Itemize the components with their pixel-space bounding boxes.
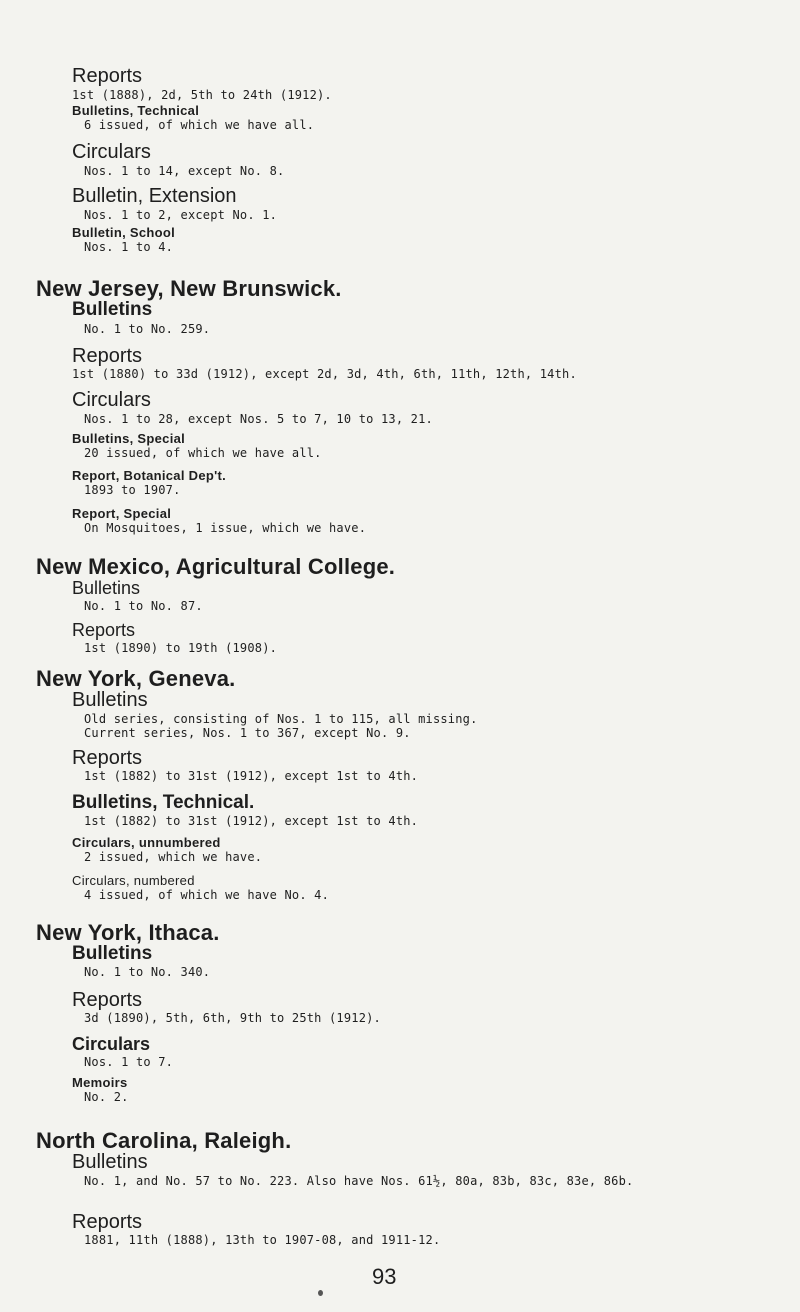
entry-title: Bulletin, Extension	[72, 185, 237, 207]
entry-reports	[72, 990, 381, 1025]
entry-title: Report, Special	[72, 506, 172, 521]
entry-line: 6 issued, of which we have all.	[84, 118, 315, 132]
entry-bulletins	[72, 944, 210, 979]
entry-title: Circulars	[72, 1034, 151, 1054]
entry-bulletins-technical	[72, 793, 418, 828]
entry-line: 3d (1890), 5th, 6th, 9th to 25th (1912).	[84, 1011, 381, 1025]
station-heading: New Jersey, New Brunswick.	[36, 276, 342, 301]
entry-circulars	[72, 390, 433, 426]
entry-line: 4 issued, of which we have No. 4.	[84, 888, 330, 902]
entry-bulletins	[72, 690, 478, 740]
entry-reports	[72, 66, 332, 102]
entry-line: 1st (1888), 2d, 5th to 24th (1912).	[72, 88, 332, 102]
entry-bulletins-special	[72, 432, 322, 460]
entry-title: Memoirs	[72, 1075, 128, 1090]
entry-title: Bulletins	[72, 1151, 148, 1173]
entry-title: Bulletins, Special	[72, 431, 186, 446]
entry-title: Circulars, unnumbered	[72, 835, 221, 850]
entry-reports	[72, 1212, 440, 1247]
station-heading: New York, Ithaca.	[36, 920, 220, 945]
station-heading: New York, Geneva.	[36, 666, 236, 691]
station-heading: North Carolina, Raleigh.	[36, 1128, 292, 1153]
entry-line: 1st (1882) to 31st (1912), except 1st to 4th.	[84, 814, 419, 828]
entry-line: No. 2.	[84, 1090, 129, 1104]
entry-title: Reports	[72, 747, 143, 769]
entry-line: No. 1, and No. 57 to No. 223. Also have Nos. 61½, 80a, 83b, 83c, 83e, 86b.	[84, 1174, 634, 1188]
entry-title: Report, Botanical Dep't.	[72, 468, 227, 483]
entry-title: Reports	[72, 65, 143, 87]
entry-report-special	[72, 507, 366, 535]
entry-bulletins	[72, 578, 203, 613]
entry-line: No. 1 to No. 340.	[84, 965, 211, 979]
entry-line: No. 1 to No. 259.	[84, 322, 211, 336]
entry-line: No. 1 to No. 87.	[84, 599, 203, 613]
entry-line: 1st (1882) to 31st (1912), except 1st to 4th.	[84, 769, 419, 783]
entry-title: Bulletins, Technical.	[72, 792, 255, 813]
entry-line: On Mosquitoes, 1 issue, which we have.	[84, 521, 367, 535]
entry-line: 1893 to 1907.	[84, 483, 181, 497]
entry-bulletins	[72, 1152, 633, 1188]
entry-line: Current series, Nos. 1 to 367, except No. 9.	[84, 726, 411, 740]
entry-title: Bulletins	[72, 299, 153, 320]
entry-report-botanical	[72, 469, 226, 497]
ink-spot	[318, 1290, 323, 1296]
entry-title: Reports	[72, 345, 143, 367]
entry-title: Bulletins	[72, 689, 148, 711]
entry-title: Reports	[72, 1211, 143, 1233]
entry-reports	[72, 346, 577, 381]
entry-line: 2 issued, which we have.	[84, 850, 263, 864]
entry-bulletin-school	[72, 226, 175, 254]
entry-title: Reports	[72, 620, 136, 640]
entry-title: Bulletin, School	[72, 225, 176, 240]
entry-line: Nos. 1 to 2, except No. 1.	[84, 208, 278, 222]
page-number: 93	[372, 1264, 397, 1289]
entry-title: Bulletins	[72, 578, 141, 598]
entry-title: Circulars	[72, 141, 151, 163]
entry-line: 1st (1880) to 33d (1912), except 2d, 3d, 4th, 6th, 11th, 12th, 14th.	[72, 367, 577, 381]
entry-line: Nos. 1 to 7.	[84, 1055, 174, 1069]
entry-title: Bulletins	[72, 943, 153, 964]
entry-circulars-unnumbered	[72, 836, 262, 864]
entry-title: Circulars	[72, 389, 151, 411]
entry-title: Circulars, numbered	[72, 873, 195, 888]
entry-circulars-numbered	[72, 874, 329, 902]
entry-line: Old series, consisting of Nos. 1 to 115, all missing.	[84, 712, 478, 726]
entry-reports	[72, 748, 418, 783]
entry-bulletins	[72, 300, 210, 336]
entry-reports	[72, 620, 277, 655]
entry-line: 1st (1890) to 19th (1908).	[84, 641, 278, 655]
station-heading: New Mexico, Agricultural College.	[36, 554, 396, 579]
entry-memoirs	[72, 1076, 129, 1104]
entry-circulars	[72, 1034, 173, 1069]
entry-bulletins-technical	[72, 104, 314, 132]
entry-line: 1881, 11th (1888), 13th to 1907-08, and 1911-12.	[84, 1233, 441, 1247]
entry-line: Nos. 1 to 14, except No. 8.	[84, 164, 285, 178]
entry-title: Reports	[72, 989, 143, 1011]
entry-line: 20 issued, of which we have all.	[84, 446, 322, 460]
entry-line: Nos. 1 to 28, except Nos. 5 to 7, 10 to 13, 21.	[84, 412, 433, 426]
entry-title: Bulletins, Technical	[72, 103, 200, 118]
entry-line: Nos. 1 to 4.	[84, 240, 174, 254]
entry-bulletin-extension	[72, 186, 277, 222]
entry-circulars	[72, 142, 284, 178]
